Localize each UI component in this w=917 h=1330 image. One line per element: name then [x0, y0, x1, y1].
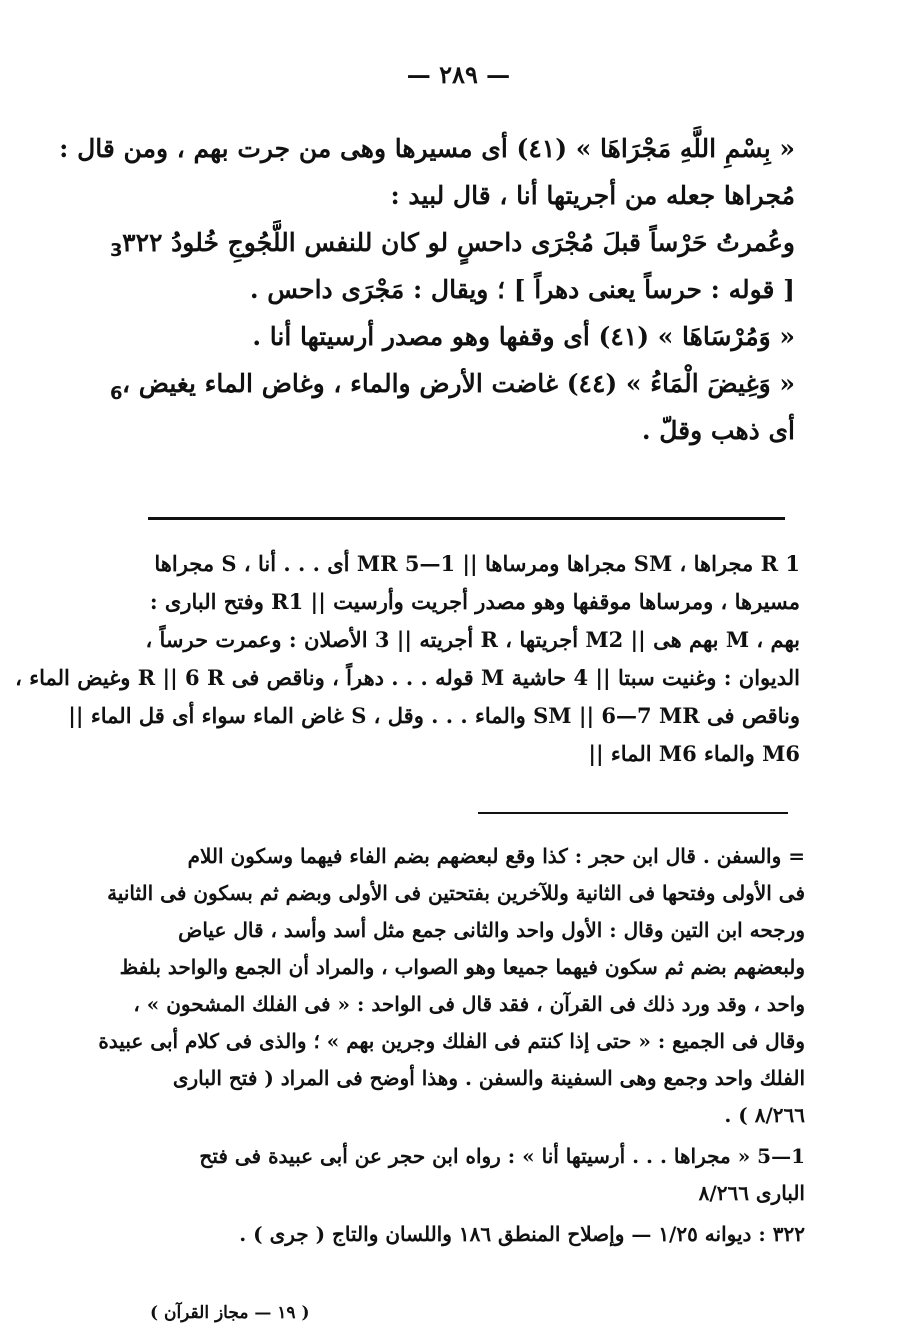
footnote-line: ورجحه ابن التين وقال : الأول واحد والثانى جمع مثل أسد وأسد ، قال عياض — [178, 918, 805, 942]
page-number: — ٢٨٩ — — [406, 60, 511, 89]
footnote-line: واحد ، وقد ورد ذلك فى القرآن ، فقد قال فى الواحد : « فى الفلك المشحون » ، — [133, 992, 805, 1016]
variant-line: R 1 مجراها ، SM مجراها ومرساها || 1—5 MR أى . . . أنا ، S مجراها — [154, 551, 800, 576]
footnote-line: 1—5 « مجراها . . . أرسيتها أنا » : رواه ابن حجر عن أبى عبيدة فى فتح — [199, 1144, 805, 1168]
main-line: « وَغِيضَ الْمَاءُ » (٤٤) غاضت الأرض والماء ، وغاض الماء يغيض ، — [121, 369, 795, 398]
footnote-line: وقال فى الجميع : « حتى إذا كنتم فى الفلك وجرين بهم » ؛ والذى فى كلام أبى عبيدة — [98, 1029, 805, 1053]
main-line: « وَمُرْسَاهَا » (٤١) أى وقفها وهو مصدر أرسيتها أنا . — [252, 322, 795, 351]
footnote-line: البارى ٨/٢٦٦ — [698, 1181, 805, 1205]
line-number-marker: 6 — [110, 383, 123, 404]
apparatus-divider — [148, 517, 785, 520]
signature-mark: ( ١٩ — مجاز القرآن ) — [150, 1303, 310, 1323]
variant-line: مسيرها ، ومرساها موقفها وهو مصدر أجريت وأرسيت || R1 وفتح البارى : — [149, 589, 800, 614]
variant-readings-apparatus — [15, 545, 800, 773]
footnote-line: ٣٢٢ : ديوانه ١/٢٥ — وإصلاح المنطق ١٨٦ واللسان والتاج ( جرى ) . — [239, 1222, 805, 1246]
footnote-line: = والسفن . قال ابن حجر : كذا وقع لبعضهم بضم الفاء فيهما وسكون اللام — [187, 844, 805, 868]
variant-line: بهم ، M بهم هى || M2 أجريتها ، R أجريته || 3 الأصلان : وعمرت حرساً ، — [145, 627, 800, 652]
main-line: « بِسْمِ اللَّهِ مَجْرَاهَا » (٤١) أى مسيرها وهى من جرت بهم ، ومن قال : — [59, 134, 795, 163]
main-text — [59, 125, 795, 454]
footnote-line: الفلك واحد وجمع وهى السفينة والسفن . وهذا أوضح فى المراد ( فتح البارى — [172, 1066, 805, 1090]
variant-line: وناقص فى SM || 6—7 MR والماء . . . وقل ، S غاض الماء سواء أى قل الماء || — [68, 703, 800, 728]
footnote-line: ولبعضهم بضم ثم سكون فيهما جميعا وهو الصواب ، والمراد أن الجمع والواحد بلفظ — [119, 955, 805, 979]
footnote-line: فى الأولى وفتحها فى الثانية وللآخرين بفتحتين فى الأولى وبضم ثم بسكون فى الثانية — [107, 881, 805, 905]
variant-line: M6 والماء M6 الماء || — [588, 741, 800, 766]
line-number-marker: 3 — [110, 240, 123, 261]
poem-verse-line: وعُمرتُ حَرْساً قبلَ مُجْرَى داحسٍ لو كان للنفس اللَّجُوجِ خُلودُ ٣٢٢ — [122, 228, 795, 257]
main-line: أى ذهب وقلّ . — [641, 416, 795, 445]
footnote-line: ٨/٢٦٦ ) . — [724, 1103, 805, 1127]
footnotes — [98, 838, 805, 1253]
main-line: مُجراها جعله من أجريتها أنا ، قال لبيد : — [390, 181, 795, 210]
footnotes-divider — [478, 812, 788, 814]
main-line: [ قوله : حرساً يعنى دهراً ] ؛ ويقال : مَجْرَى داحس . — [249, 275, 795, 304]
variant-line: الديوان : وغنيت سبتا || 4 حاشية M قوله . . . دهراً ، وناقص فى R || 6 R وغيض الماء ، — [15, 665, 800, 690]
